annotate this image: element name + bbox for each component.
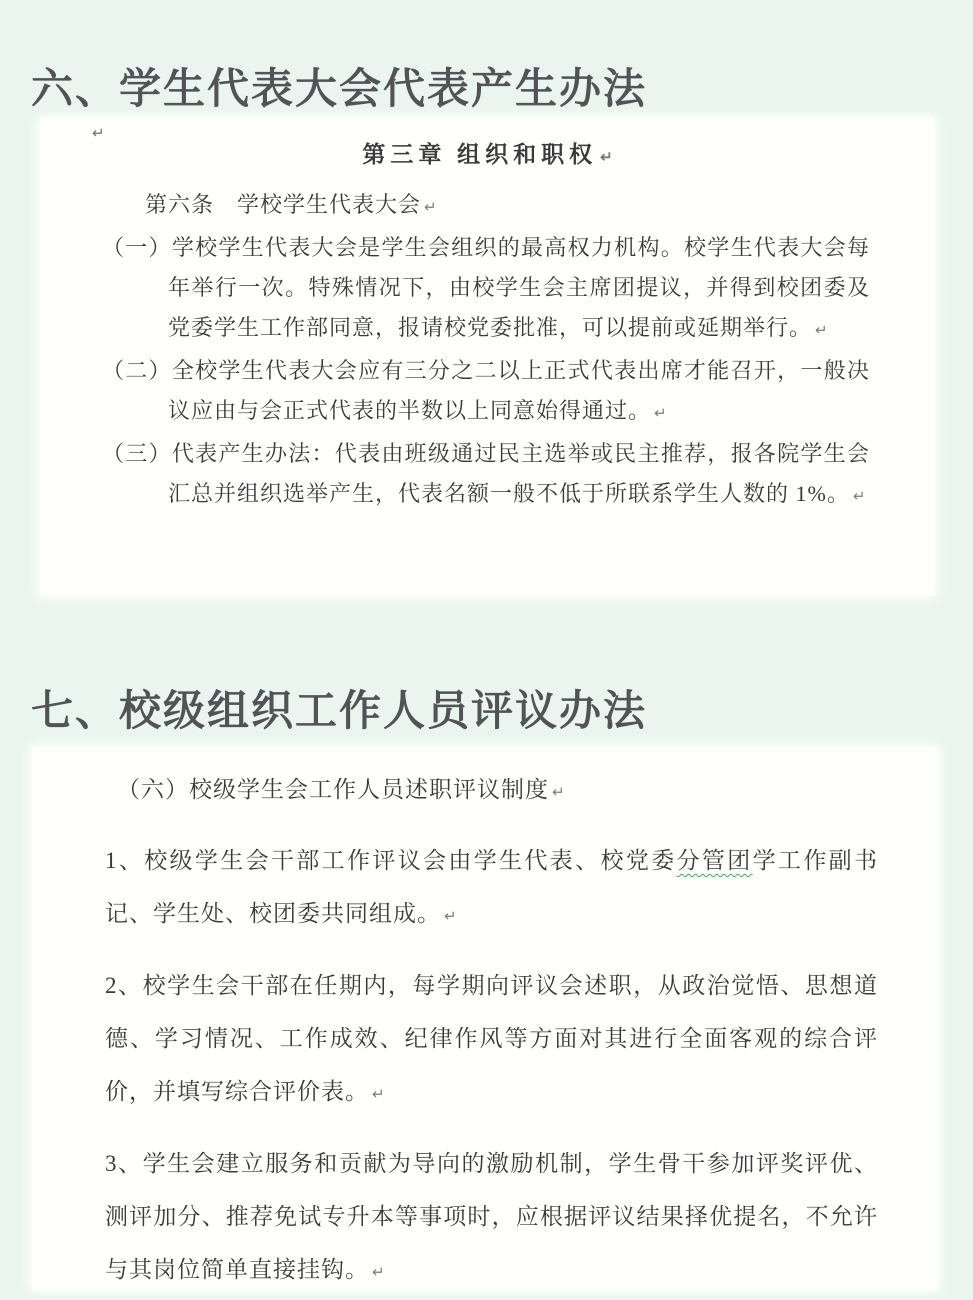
doc2-paragraph-3 bbox=[105, 1137, 938, 1300]
item-marker: （三） bbox=[102, 441, 172, 466]
paragraph-mark: ↵ bbox=[92, 126, 106, 142]
article-title-line bbox=[145, 185, 935, 228]
item-text: 学校学生代表大会是学生会组织的最高权力机构。校学生代表大会每年举行一次。特殊情况下，由校学生会主席团提议，并得到校团委及党委学生工作部同意，报请校党委批准，可以提前或延期举行。 bbox=[168, 235, 870, 340]
section-7-heading: 七、校级组织工作人员评议办法 bbox=[31, 687, 648, 734]
paragraph-text: 1、校级学生会干部工作评议会由学生代表、校党委 bbox=[105, 848, 677, 873]
paragraph-mark: ↵ bbox=[444, 909, 457, 925]
section-6-heading: 六、学生代表大会代表产生办法 bbox=[31, 65, 648, 112]
doc2-paragraph-1 bbox=[105, 834, 938, 944]
paragraph-mark: ↵ bbox=[372, 1087, 385, 1103]
document-panel-section-7 bbox=[32, 747, 938, 1290]
chapter-title-line bbox=[40, 136, 935, 177]
paragraph-mark: ↵ bbox=[815, 323, 828, 339]
item-marker: （一） bbox=[102, 235, 172, 260]
paragraph-text: 2、校学生会干部在任期内，每学期向评议会述职，从政治觉悟、思想道德、学习情况、工作成效、纪律作风等方面对其进行全面客观的综合评价，并填写综合评价表。 bbox=[105, 973, 878, 1104]
paragraph-mark: ↵ bbox=[654, 406, 667, 422]
paragraph-text: 3、学生会建立服务和贡献为导向的激励机制，学生骨干参加评奖评优、测评加分、推荐免试专升本等事项时，应根据评议结果择优提名，不允许与其岗位简单直接挂钩。 bbox=[105, 1151, 878, 1282]
chapter-title-text: 第三章 组织和职权 bbox=[362, 142, 598, 167]
paragraph-text: 学工作副书记、学生处、校团委共同组成。 bbox=[105, 848, 879, 926]
doc2-subtitle-line bbox=[117, 773, 938, 810]
doc2-subtitle-text: （六）校级学生会工作人员述职评议制度 bbox=[117, 777, 549, 802]
doc-item-3 bbox=[102, 434, 935, 517]
paragraph-mark: ↵ bbox=[852, 489, 866, 505]
item-marker: （二） bbox=[102, 358, 172, 383]
doc2-paragraph-2 bbox=[105, 959, 938, 1122]
grammar-flagged-text: 分管团 bbox=[676, 848, 753, 873]
item-text: 全校学生代表大会应有三分之二以上正式代表出席才能召开，一般决议应由与会正式代表的半数以上同意始得通过。 bbox=[168, 358, 870, 423]
document-panel-section-6 bbox=[40, 118, 935, 596]
paragraph-mark: ↵ bbox=[552, 785, 565, 801]
doc-item-1 bbox=[102, 228, 935, 351]
paragraph-mark: ↵ bbox=[372, 1265, 385, 1281]
doc-item-2 bbox=[102, 351, 935, 434]
item-text: 代表产生办法：代表由班级通过民主选举或民主推荐，报各院学生会汇总并组织选举产生，代表名额一般不低于所联系学生人数的 1%。 bbox=[168, 441, 870, 506]
paragraph-mark: ↵ bbox=[424, 200, 437, 216]
article-title-text: 第六条 学校学生代表大会 bbox=[145, 192, 422, 217]
paragraph-mark: ↵ bbox=[600, 150, 613, 166]
